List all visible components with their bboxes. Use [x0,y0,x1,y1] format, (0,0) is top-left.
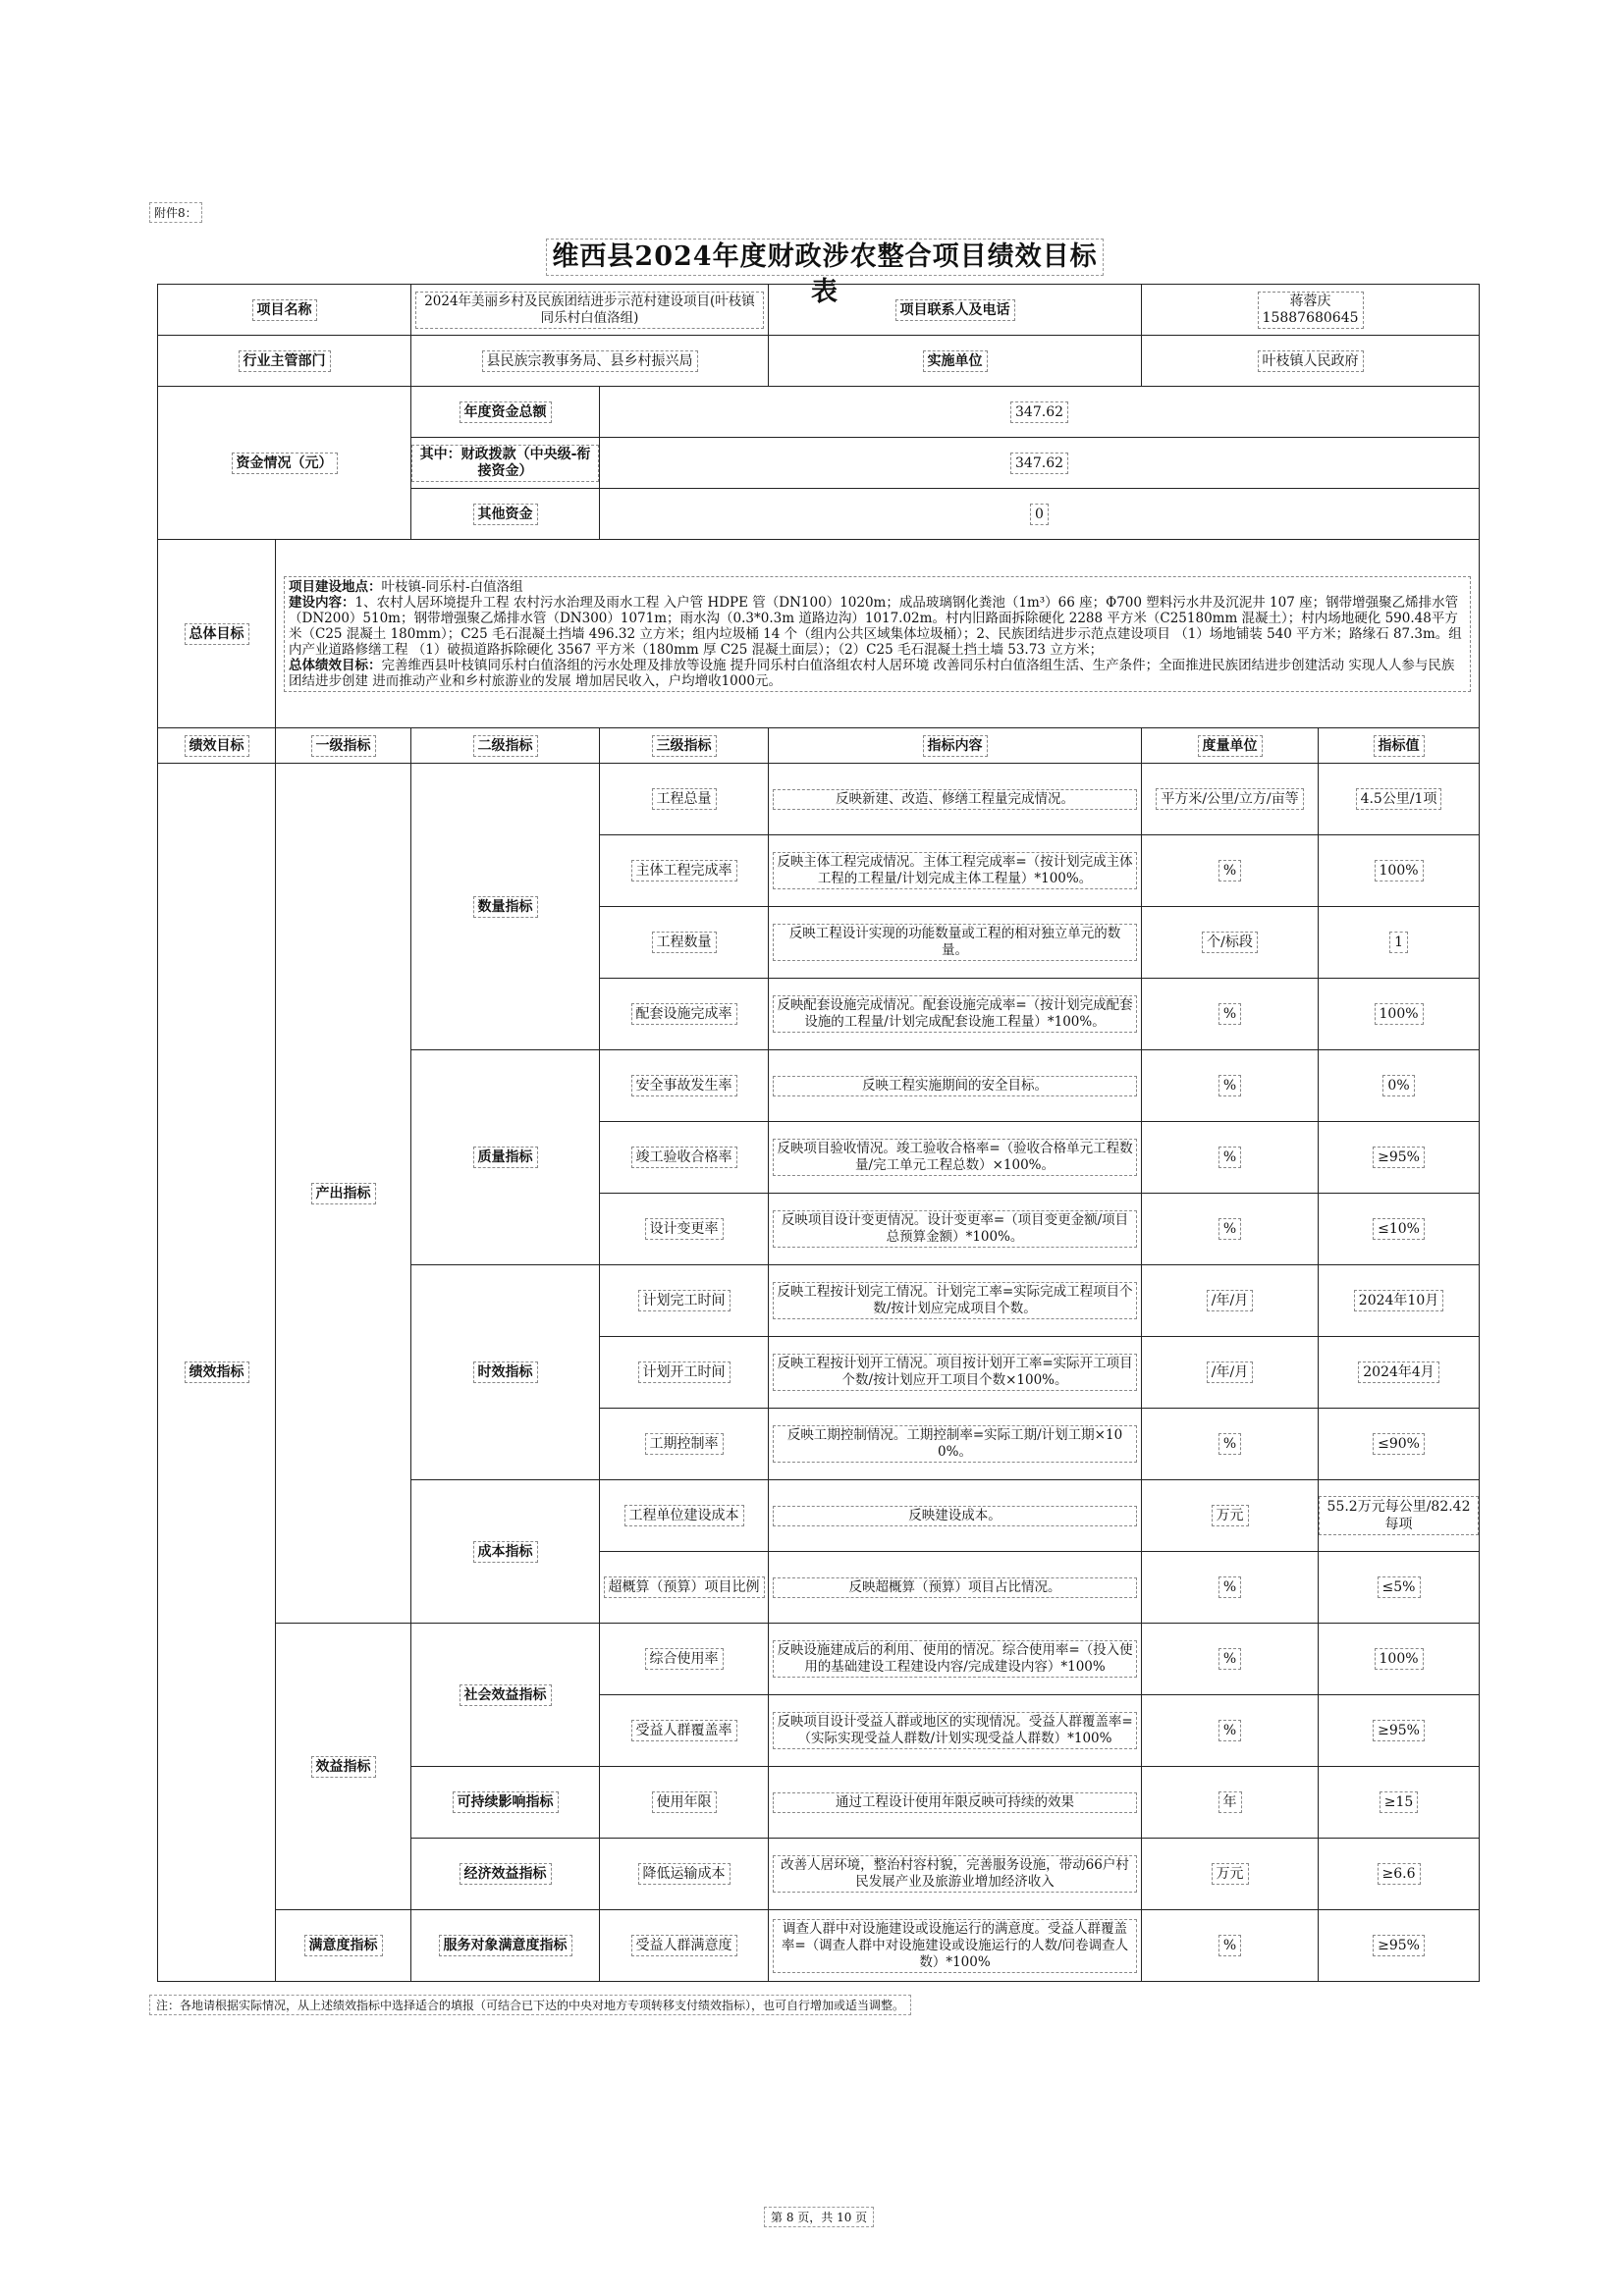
funds-total-value: 347.62 [1010,401,1068,423]
indicator-unit: % [1218,860,1241,881]
indicator-unit: % [1218,1075,1241,1096]
indicator-unit: 个/标段 [1202,932,1258,953]
indicator-unit: % [1218,1147,1241,1168]
indicator-unit: % [1218,1935,1241,1956]
indicator-value: 100% [1375,1003,1424,1025]
contact-label: 项目联系人及电话 [895,299,1015,321]
indicator-unit: % [1218,1433,1241,1455]
row-authority [158,336,1480,387]
attachment-label: 附件8： [149,202,202,223]
project-name-label: 项目名称 [252,299,317,321]
implementer-label: 实施单位 [923,350,988,372]
goal-value: 完善维西县叶枝镇同乐村白值洛组的污水处理及排放等设施 提升同乐村白值洛组农村人居环境 改善同乐村白值洛组生活、生产条件；全面推进民族团结进步创建活动 实现人人参与民族团结进步创建 进而推动产业和乡村旅游业的发展 增加居民收入，户均增收1000元。 [289,657,1455,689]
funds-other-label: 其他资金 [473,504,538,525]
indicator-value: ≥15 [1380,1791,1419,1813]
overall-text [284,576,1471,692]
level3-name: 计划开工时间 [638,1362,731,1383]
level2-label: 服务对象满意度指标 [439,1935,572,1956]
row-indicator-header [158,728,1480,764]
row-funds-total [158,387,1480,438]
col-level1: 一级指标 [311,735,376,757]
level2-label: 时效指标 [473,1362,538,1383]
indicator-content: 反映工期控制情况。工期控制率=实际工期/计划工期×100%。 [773,1425,1137,1463]
indicator-unit: % [1218,1648,1241,1670]
location-label: 项目建设地点： [289,578,382,595]
level2-label: 社会效益指标 [460,1684,552,1706]
funds-total-label: 年度资金总额 [460,401,552,423]
indicator-unit: 年 [1218,1791,1242,1813]
indicator-content: 反映工程设计实现的功能数量或工程的相对独立单元的数量。 [773,924,1137,961]
indicator-value: ≤90% [1373,1433,1425,1455]
level3-name: 工程数量 [652,932,717,953]
indicator-unit: % [1218,1003,1241,1025]
indicator-row [158,764,1480,835]
overall-label: 总体目标 [185,623,249,645]
page-title: 维西县2024年度财政涉农整合项目绩效目标表 [546,239,1104,276]
col-level3: 三级指标 [652,735,717,757]
col-content: 指标内容 [923,735,988,757]
indicator-value: 55.2万元每公里/82.42每项 [1319,1496,1479,1535]
level3-name: 受益人群覆盖率 [631,1720,737,1741]
level3-name: 超概算（预算）项目比例 [604,1576,765,1598]
indicator-content: 反映配套设施完成情况。配套设施完成率=（按计划完成配套设施的工程量/计划完成配套设施工程量）*100%。 [773,995,1137,1033]
indicator-value: 0% [1382,1075,1414,1096]
indicator-value: 100% [1375,1648,1424,1670]
indicator-content: 反映工程按计划完工情况。计划完工率=实际完成工程项目个数/按计划应完成项目个数。 [773,1282,1137,1319]
authority-label: 行业主管部门 [239,350,331,372]
level2-label: 可持续影响指标 [453,1791,559,1813]
indicator-value: ≤5% [1378,1576,1421,1598]
indicator-content: 反映项目验收情况。竣工验收合格率=（验收合格单元工程数量/完工单元工程总数）×100%。 [773,1139,1137,1176]
content-value: 1、农村人居环境提升工程 农村污水治理及雨水工程 入户管 HDPE 管（DN100）1020m；成品玻璃钢化粪池（1m³）66 座；Φ700 塑料污水井及沉泥井 107 座；钢带增强聚乙烯排水管（DN200）510m；钢带增强聚乙烯排水管（DN300）1071m；雨水沟（0.3*0.3m 道路边沟）1017.02m。村内旧路面拆除硬化 2288 平方米（C25180mm 混凝土）；村内场地硬化 590.48平方米（C25 混凝土 180mm）；C25 毛石混凝土挡墙 496.32 立方米；组内垃圾桶 14 个（组内公共区域集体垃圾桶）；2、民族团结进步示范点建设项目 （1）场地铺装 540 平方米；路缘石 87.3m。组内产业道路修缮工程 （1）破损道路拆除硬化 3567 平方米（180mm 厚 C25 混凝土面层）；（2）C25 毛石混凝土挡土墙 53.73 立方米； [289,594,1462,658]
indicator-value: ≥95% [1373,1720,1425,1741]
indicator-value: ≥95% [1373,1147,1425,1168]
indicator-row [158,1910,1480,1982]
footnote: 注：各地请根据实际情况，从上述绩效指标中选择适合的填报（可结合已下达的中央对地方专项转移支付绩效指标），也可自行增加或适当调整。 [149,1995,911,2015]
level3-name: 使用年限 [652,1791,717,1813]
funds-label: 资金情况（元） [232,453,338,474]
level2-label: 成本指标 [473,1541,538,1563]
content-label: 建设内容： [289,594,355,611]
indicator-unit: 平方米/公里/立方/亩等 [1156,788,1303,810]
page-number: 第 8 页，共 10 页 [764,2207,874,2227]
implementer-value: 叶枝镇人民政府 [1258,350,1364,372]
level3-name: 竣工验收合格率 [631,1147,737,1168]
indicator-value: ≥6.6 [1378,1863,1421,1885]
indicator-unit: 万元 [1212,1863,1249,1885]
authority-value: 县民族宗教事务局、县乡村振兴局 [482,350,698,372]
contact-phone: 15887680645 [1262,309,1359,326]
location-value: 叶枝镇-同乐村-白值洛组 [381,578,523,595]
funds-other-value: 0 [1030,504,1049,525]
indicator-value: 4.5公里/1项 [1356,788,1442,810]
indicator-value: ≤10% [1373,1218,1425,1240]
indicator-row [158,1624,1480,1695]
indicator-content: 反映项目设计受益人群或地区的实现情况。受益人群覆盖率=（实际实现受益人群数/计划实现受益人群数）*100% [773,1712,1137,1749]
indicator-unit: /年/月 [1207,1362,1253,1383]
indicator-value: 2024年10月 [1354,1290,1443,1311]
level3-name: 工期控制率 [645,1433,724,1455]
level1-label: 效益指标 [311,1756,376,1778]
indicator-content: 反映设施建成后的利用、使用的情况。综合使用率=（投入使用的基础建设工程建设内容/完成建设内容）*100% [773,1640,1137,1678]
col-unit: 度量单位 [1198,735,1263,757]
indicator-content: 反映主体工程完成情况。主体工程完成率=（按计划完成主体工程的工程量/计划完成主体工程量）*100%。 [773,852,1137,889]
level3-name: 主体工程完成率 [631,860,737,881]
level3-name: 降低运输成本 [638,1863,731,1885]
col-goal: 绩效目标 [185,735,249,757]
level3-name: 综合使用率 [645,1648,724,1670]
indicator-content: 反映项目设计变更情况。设计变更率=（项目变更金额/项目总预算金额）*100%。 [773,1210,1137,1248]
indicator-content: 反映建设成本。 [773,1506,1137,1526]
col-value: 指标值 [1374,735,1425,757]
level3-name: 工程单位建设成本 [624,1505,744,1526]
goal-label: 总体绩效目标： [289,657,382,673]
level3-name: 安全事故发生率 [631,1075,737,1096]
level1-label: 满意度指标 [304,1935,383,1956]
contact-name: 蒋蓉庆 [1289,293,1331,309]
indicator-unit: % [1218,1576,1241,1598]
indicator-value: 2024年4月 [1358,1362,1439,1383]
contact-value [1258,292,1364,329]
level3-name: 设计变更率 [645,1218,724,1240]
indicator-value: ≥95% [1373,1935,1425,1956]
level1-label: 产出指标 [311,1183,376,1204]
indicator-value: 1 [1389,932,1408,953]
level3-name: 计划完工时间 [638,1290,731,1311]
level3-name: 配套设施完成率 [631,1003,737,1025]
indicator-content: 改善人居环境，整治村容村貌，完善服务设施，带动66户村民发展产业及旅游业增加经济收入 [773,1855,1137,1893]
indicator-unit: % [1218,1720,1241,1741]
indicator-content: 反映工程按计划开工情况。项目按计划开工率=实际开工项目个数/按计划应开工项目个数×100%。 [773,1354,1137,1391]
indicator-unit: /年/月 [1207,1290,1253,1311]
indicator-content: 通过工程设计使用年限反映可持续的效果 [773,1792,1137,1813]
indicator-value: 100% [1375,860,1424,881]
project-name-value: 2024年美丽乡村及民族团结进步示范村建设项目(叶枝镇同乐村白值洛组) [415,292,764,329]
level2-label: 经济效益指标 [460,1863,552,1885]
level3-name: 受益人群满意度 [631,1935,737,1956]
performance-table [157,284,1480,1982]
indicator-content: 调查人群中对设施建设或设施运行的满意度。受益人群覆盖率=（调查人群中对设施建设或设施运行的人数/问卷调查人数）*100% [773,1919,1137,1973]
row-overall [158,540,1480,728]
level2-label: 质量指标 [473,1147,538,1168]
perf-indicator-label: 绩效指标 [185,1362,249,1383]
funds-fiscal-value: 347.62 [1010,453,1068,474]
indicator-content: 反映超概算（预算）项目占比情况。 [773,1577,1137,1598]
funds-fiscal-label: 其中：财政拨款（中央级-衔接资金） [411,445,599,482]
col-level2: 二级指标 [473,735,538,757]
indicator-content: 反映工程实施期间的安全目标。 [773,1076,1137,1096]
indicator-content: 反映新建、改造、修缮工程量完成情况。 [773,789,1137,810]
level2-label: 数量指标 [473,896,538,918]
row-project [158,285,1480,336]
level3-name: 工程总量 [652,788,717,810]
indicator-unit: % [1218,1218,1241,1240]
indicator-unit: 万元 [1212,1505,1249,1526]
